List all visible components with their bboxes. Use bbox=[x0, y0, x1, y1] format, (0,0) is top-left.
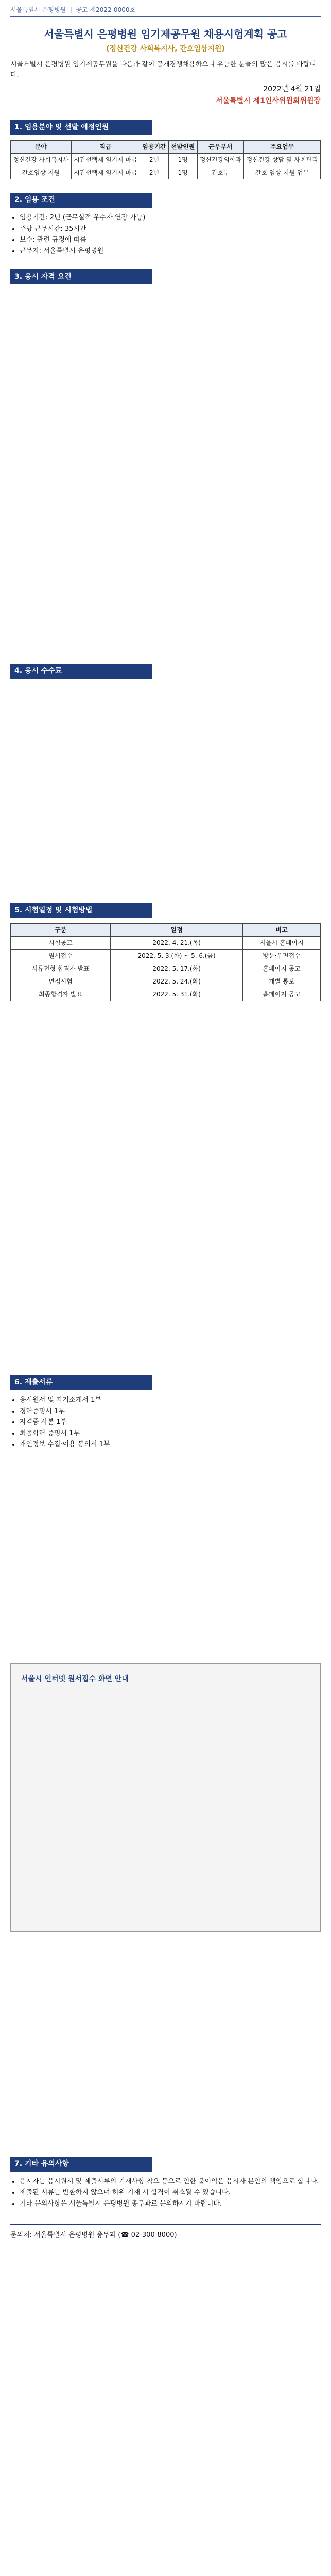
page-subtitle: (정신건강 사회복지사, 간호임상지원) bbox=[106, 45, 225, 53]
table-row bbox=[11, 975, 321, 988]
table-row bbox=[11, 950, 321, 962]
table-row bbox=[11, 962, 321, 975]
table-cell: 2년 bbox=[140, 154, 169, 166]
list-item: • 보수: 관련 규정에 따름 bbox=[20, 235, 321, 245]
conditions-list bbox=[20, 213, 321, 256]
documents-list bbox=[20, 1395, 321, 1450]
section-4-heading: 4. 응시 수수료 bbox=[10, 664, 152, 679]
table-cell: 시간선택제 임기제 마급 bbox=[71, 154, 140, 166]
table-header: 구분 bbox=[11, 924, 111, 937]
documents-more bbox=[10, 1937, 321, 2143]
table-cell: 최종합격자 발표 bbox=[11, 988, 111, 1001]
table-cell: 2022. 5. 17.(화) bbox=[111, 962, 243, 975]
table-cell: 간호 임상 지원 업무 bbox=[244, 166, 321, 179]
positions-table bbox=[10, 140, 321, 179]
list-item: • 제출된 서류는 반환하지 않으며 허위 기재 시 합격이 취소될 수 있습니다. bbox=[20, 2188, 321, 2198]
table-cell: 정신건강의학과 bbox=[197, 154, 244, 166]
table-cell: 개별 통보 bbox=[243, 975, 321, 988]
section-5-heading: 5. 시험일정 및 시험방법 bbox=[10, 903, 152, 918]
table-cell: 간호임상 지원 bbox=[11, 166, 72, 179]
table-header: 일정 bbox=[111, 924, 243, 937]
section-3-heading: 3. 응시 자격 요건 bbox=[10, 269, 152, 284]
documents-details bbox=[10, 1452, 321, 1658]
list-item: • 기타 문의사항은 서울특별시 은평병원 총무과로 문의하시기 바랍니다. bbox=[20, 2199, 321, 2209]
table-cell: 시간선택제 임기제 마급 bbox=[71, 166, 140, 179]
table-cell: 2022. 4. 21.(목) bbox=[111, 937, 243, 950]
list-item: • 경력증명서 1부 bbox=[20, 1406, 321, 1417]
table-cell: 서울시 홈페이지 bbox=[243, 937, 321, 950]
table-cell: 간호부 bbox=[197, 166, 244, 179]
list-item: • 개인정보 수집·이용 동의서 1부 bbox=[20, 1439, 321, 1450]
requirements-body bbox=[10, 290, 321, 650]
section-1-heading: 1. 임용분야 및 선발 예정인원 bbox=[10, 120, 152, 135]
table-cell: 2022. 5. 24.(화) bbox=[111, 975, 243, 988]
table-cell: 1명 bbox=[168, 166, 197, 179]
list-item: • 응시원서 및 자기소개서 1부 bbox=[20, 1395, 321, 1405]
list-item: • 응시자는 응시원서 및 제출서류의 기재사항 착오 등으로 인한 불이익은 응시자 본인의 책임으로 합니다. bbox=[20, 2177, 321, 2187]
section-2-heading: 2. 임용 조건 bbox=[10, 193, 152, 208]
contact-info: 문의처: 서울특별시 은평병원 총무과 (☎ 02-300-8000) bbox=[10, 2224, 321, 2241]
table-cell: 시험공고 bbox=[11, 937, 111, 950]
table-header: 직급 bbox=[71, 141, 140, 154]
list-item: • 자격증 사본 1부 bbox=[20, 1417, 321, 1428]
table-cell: 면접시험 bbox=[11, 975, 111, 988]
document-page bbox=[10, 5, 321, 2241]
table-header: 비고 bbox=[243, 924, 321, 937]
list-item: • 주당 근무시간: 35시간 bbox=[20, 224, 321, 234]
table-header: 선발인원 bbox=[168, 141, 197, 154]
list-item: • 임용기간: 2년 (근무실적 우수자 연장 가능) bbox=[20, 213, 321, 223]
page-title: 서울특별시 은평병원 임기제공무원 채용시험계획 공고 bbox=[44, 28, 287, 40]
table-row bbox=[11, 988, 321, 1001]
schedule-table bbox=[10, 923, 321, 1001]
notice-date: 2022년 4월 21일 bbox=[263, 85, 321, 93]
table-row bbox=[11, 166, 321, 179]
table-cell: 서류전형 합격자 발표 bbox=[11, 962, 111, 975]
notices-list bbox=[20, 2177, 321, 2209]
schedule-details bbox=[10, 1001, 321, 1362]
table-header: 분야 bbox=[11, 141, 72, 154]
table-cell: 방문·우편접수 bbox=[243, 950, 321, 962]
fee-body bbox=[10, 684, 321, 890]
notice-number: 공고 제2022-0000호 bbox=[76, 6, 136, 13]
section-7-heading: 7. 기타 유의사항 bbox=[10, 2157, 152, 2172]
table-header: 근무부서 bbox=[197, 141, 244, 154]
document-header: 서울특별시 은평병원 | 공고 제2022-0000호 bbox=[10, 5, 321, 17]
table-cell: 2022. 5. 31.(화) bbox=[111, 988, 243, 1001]
table-row bbox=[11, 154, 321, 166]
table-cell: 2022. 5. 3.(화) ~ 5. 6.(금) bbox=[111, 950, 243, 962]
table-cell: 정신건강 사회복지사 bbox=[11, 154, 72, 166]
table-cell: 정신건강 상담 및 사례관리 bbox=[244, 154, 321, 166]
org-tag: 서울특별시 은평병원 bbox=[10, 6, 66, 13]
table-header: 임용기간 bbox=[140, 141, 169, 154]
image-caption: 서울시 인터넷 원서접수 화면 안내 bbox=[21, 1674, 129, 1683]
table-cell: 홈페이지 공고 bbox=[243, 988, 321, 1001]
table-cell: 원서접수 bbox=[11, 950, 111, 962]
table-cell: 홈페이지 공고 bbox=[243, 962, 321, 975]
issuer: 서울특별시 제1인사위원회위원장 bbox=[216, 97, 321, 105]
section-6-heading: 6. 제출서류 bbox=[10, 1375, 152, 1390]
list-item: • 근무지: 서울특별시 은평병원 bbox=[20, 246, 321, 257]
table-cell: 2년 bbox=[140, 166, 169, 179]
list-item: • 최종학력 증명서 1부 bbox=[20, 1429, 321, 1439]
table-cell: 1명 bbox=[168, 154, 197, 166]
intro-text: 서울특별시 은평병원 임기제공무원을 다음과 같이 공개경쟁채용하오니 유능한 분들의 많은 응시를 바랍니다. bbox=[10, 61, 316, 79]
table-row bbox=[11, 937, 321, 950]
application-screenshot-image bbox=[10, 1663, 321, 1932]
table-header: 주요업무 bbox=[244, 141, 321, 154]
